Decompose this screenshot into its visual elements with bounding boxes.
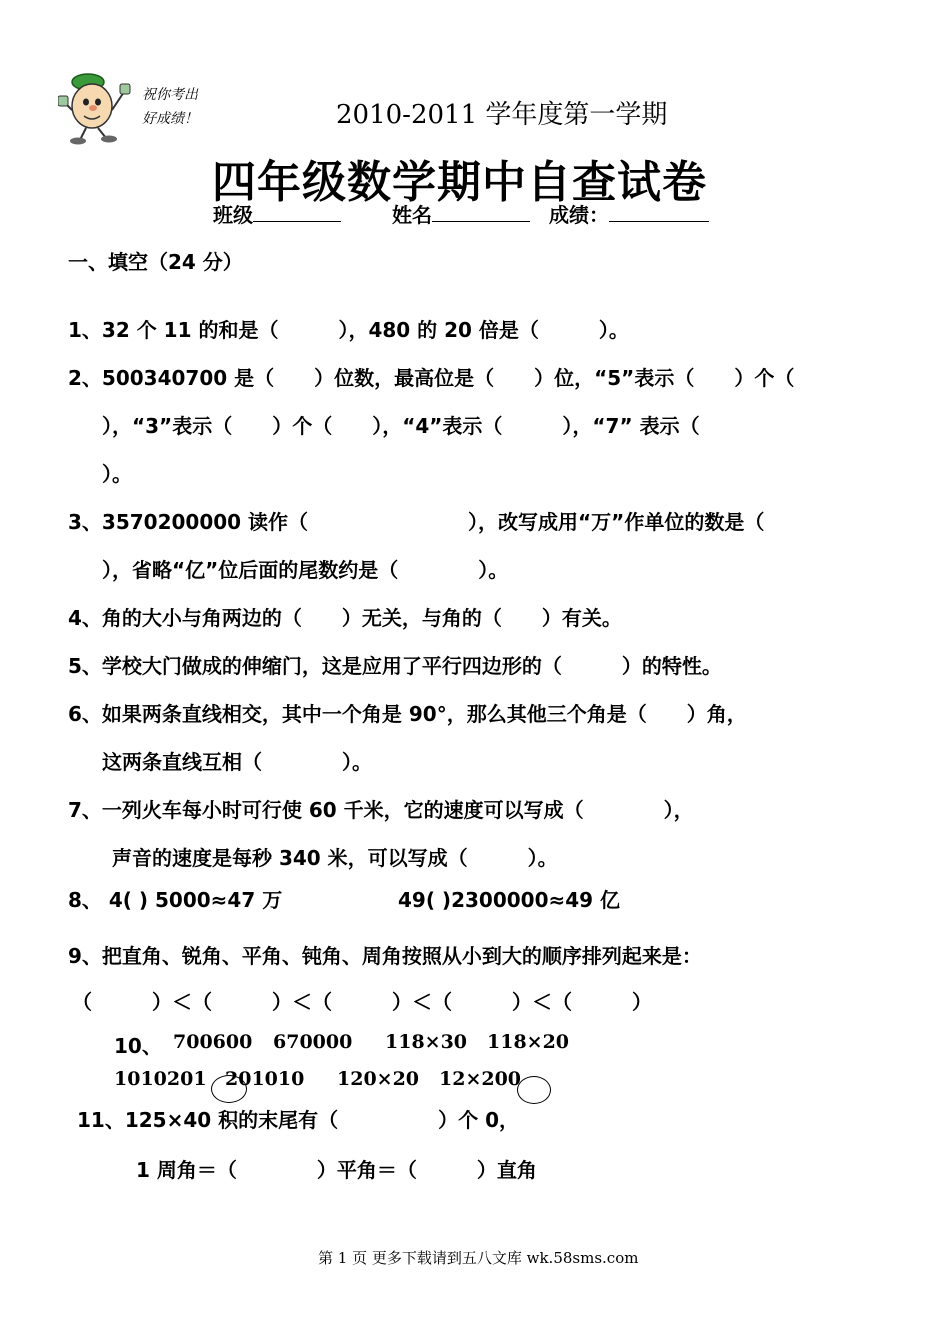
question-7-line2: 声音的速度是每秒 340 米，可以写成（ ）。 <box>112 846 558 870</box>
q10-row2-item: 120×20 <box>337 1068 420 1090</box>
q10-row1-item: 700600 <box>173 1031 253 1053</box>
question-1: 1、32 个 11 的和是（ ），480 的 20 倍是（ ）。 <box>68 318 629 342</box>
class-blank[interactable] <box>253 205 341 222</box>
question-3-line2: ），省略“亿”位后面的尾数约是（ ）。 <box>102 558 509 582</box>
question-2-line3: ）。 <box>102 462 132 486</box>
mascot-illustration <box>58 70 138 146</box>
question-9-line1: 9、把直角、锐角、平角、钝角、周角按照从小到大的顺序排列起来是： <box>68 944 702 968</box>
class-field <box>213 199 341 228</box>
question-10-number: 10、 <box>114 1034 162 1058</box>
question-7-line1: 7、一列火车每小时可行使 60 千米，它的速度可以写成（ ）， <box>68 798 694 822</box>
score-field <box>549 199 709 228</box>
section-heading: 一、填空（24 分） <box>68 250 243 274</box>
mascot-text-line2: 好成绩！ <box>142 111 198 127</box>
score-blank[interactable] <box>609 205 709 222</box>
question-3-line1: 3、3570200000 读作（ ），改写成用“万”作单位的数是（ <box>68 510 765 534</box>
question-8-part2: 49( )2300000≈49 亿 <box>398 888 621 912</box>
class-label: 班级 <box>213 203 253 227</box>
name-blank[interactable] <box>432 205 530 222</box>
question-11-line2: 1 周角＝（ ）平角＝（ ）直角 <box>136 1158 537 1182</box>
question-5: 5、学校大门做成的伸缩门，这是应用了平行四边形的（ ）的特性。 <box>68 654 722 678</box>
question-8-part1: 8、 4( ) 5000≈47 万 <box>68 888 283 912</box>
name-label: 姓名 <box>392 203 432 227</box>
question-6-line1: 6、如果两条直线相交，其中一个角是 90°，那么其他三个角是（ ）角， <box>68 702 747 726</box>
question-6-line2: 这两条直线互相（ ）。 <box>102 750 372 774</box>
score-label: 成绩： <box>549 203 609 227</box>
compare-oval-2[interactable] <box>517 1076 551 1104</box>
page-title: 四年级数学期中自查试卷 <box>212 157 707 208</box>
q10-row1-item: 118×20 <box>487 1031 570 1053</box>
q10-row2-item: 12×200 <box>439 1068 522 1090</box>
question-4: 4、角的大小与角两边的（ ）无关，与角的（ ）有关。 <box>68 606 622 630</box>
q10-row2-item: 1010201 <box>114 1068 207 1090</box>
compare-oval-1[interactable] <box>211 1075 247 1103</box>
question-2-line2: ），“3”表示（ ）个（ ），“4”表示（ ），“7” 表示（ <box>102 414 700 438</box>
question-11-line1: 11、125×40 积的末尾有（ ）个 0， <box>77 1108 520 1132</box>
q10-row1-item: 670000 <box>273 1031 353 1053</box>
page-footer: 第 1 页 更多下载请到五八文库 wk.58sms.com <box>318 1249 639 1267</box>
mascot-text-line1: 祝你考出 <box>142 87 198 103</box>
school-year: 2010-2011 学年度第一学期 <box>336 100 668 130</box>
question-9-line2: （ ）＜（ ）＜（ ）＜（ ）＜（ ） <box>72 990 652 1014</box>
q10-row2-item: 201010 <box>225 1068 305 1090</box>
q10-row1-item: 118×30 <box>385 1031 468 1053</box>
question-2-line1: 2、500340700 是（ ）位数，最高位是（ ）位，“5”表示（ ）个（ <box>68 366 795 390</box>
name-field <box>392 199 530 228</box>
